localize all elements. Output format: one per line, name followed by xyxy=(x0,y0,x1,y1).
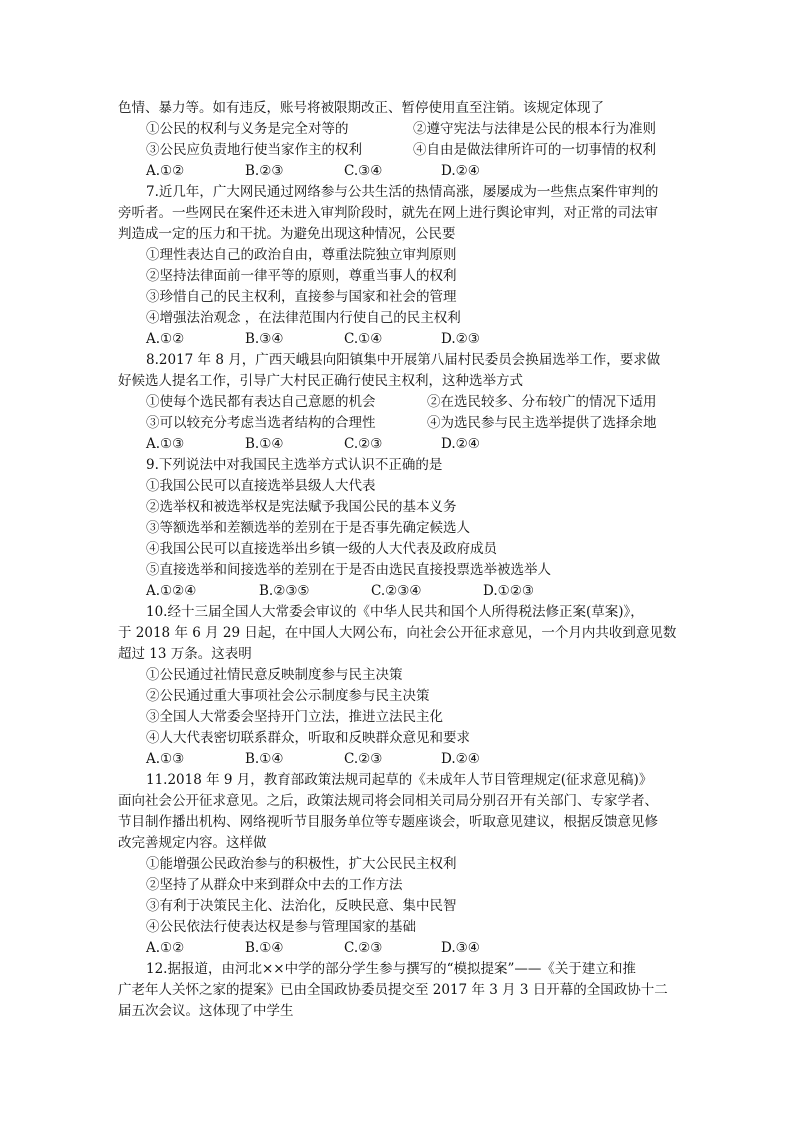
option-4: ④公民依法行使表达权是参与管理国家的基础 xyxy=(146,919,416,935)
choice-b: B.②③⑤ xyxy=(259,583,310,599)
question-9-stem: 9.下列说法中对我国民主选举方式认识不正确的是 xyxy=(146,457,443,473)
question-10-stem: 10.经十三届全国人大常委会审议的《中华人民共和国个人所得税法修正案(草案)》， xyxy=(146,604,644,620)
choice-a: A.①③ xyxy=(146,436,185,452)
choice-d: D.③④ xyxy=(441,940,480,956)
paragraph-line: 面向社会公开征求意见。之后，政策法规司将会同相关司局分别召开有关部门、专家学者、 xyxy=(118,793,658,809)
option-2: ②坚持法律面前一律平等的原则，尊重当事人的权利 xyxy=(146,268,457,284)
choice-d: D.②④ xyxy=(441,751,480,767)
option-1: ①公民通过社情民意反映制度参与民主决策 xyxy=(146,667,403,683)
choice-b: B.①④ xyxy=(245,940,284,956)
option-3: ③公民应负责地行使当家作主的权利 xyxy=(146,142,362,158)
choice-b: B.③④ xyxy=(245,331,284,347)
option-2: ②坚持了从群众中来到群众中去的工作方法 xyxy=(146,877,403,893)
choice-b: B.①④ xyxy=(245,436,284,452)
paragraph-line: 超过 13 万条。这表明 xyxy=(118,646,252,662)
choice-a: A.①② xyxy=(146,331,185,347)
paragraph-line: 届五次会议。这体现了中学生 xyxy=(118,1003,294,1019)
option-5: ⑤直接选举和间接选举的差别在于是否由选民直接投票选举被选举人 xyxy=(146,562,551,578)
paragraph-line: 判造成一定的压力和干扰。为避免出现这种情况，公民要 xyxy=(118,226,456,242)
option-2: ②遵守宪法与法律是公民的根本行为准则 xyxy=(413,121,656,137)
choice-d: D.②④ xyxy=(441,163,480,179)
choice-b: B.①④ xyxy=(245,751,284,767)
paragraph-line: 广老年人关怀之家的提案》已由全国政协委员提交至 2017 年 3 月 3 日开幕的全国政协十二 xyxy=(118,982,668,998)
option-4: ④为选民参与民主选举提供了选择余地 xyxy=(427,415,657,431)
choice-c: C.②③ xyxy=(344,751,383,767)
option-3: ③珍惜自己的民主权利，直接参与国家和社会的管理 xyxy=(146,289,457,305)
paragraph-line: 于 2018 年 6 月 29 日起，在中国人大网公布，向社会公开征求意见，一个月内共收到意见数 xyxy=(118,625,677,641)
option-4: ④自由是做法律所许可的一切事情的权利 xyxy=(413,142,656,158)
option-1: ①使每个选民都有表达自己意愿的机会 xyxy=(146,394,376,410)
option-3: ③有利于决策民主化、法治化，反映民意、集中民智 xyxy=(146,898,457,914)
option-4: ④增强法治观念 ，在法律范围内行使自己的民主权利 xyxy=(146,310,461,326)
option-1: ①能增强公民政治参与的积极性，扩大公民民主权利 xyxy=(146,856,457,872)
option-3: ③等额选举和差额选举的差别在于是否事先确定候选人 xyxy=(146,520,470,536)
choice-d: D.②④ xyxy=(441,436,480,452)
paragraph-line: 旁听者。一些网民在案件还未进入审判阶段时，就先在网上进行舆论审判，对正常的司法审 xyxy=(118,205,658,221)
option-4: ④人大代表密切联系群众，听取和反映群众意见和要求 xyxy=(146,730,470,746)
option-1: ①公民的权利与义务是完全对等的 xyxy=(146,121,349,137)
choice-c: C.②③ xyxy=(344,940,383,956)
option-3: ③可以较充分考虑当选者结构的合理性 xyxy=(146,415,376,431)
question-12-stem: 12.据报道，由河北××中学的部分学生参与撰写的“模拟提案”——《关于建立和推 xyxy=(146,961,636,977)
option-1: ①我国公民可以直接选举县级人大代表 xyxy=(146,478,376,494)
choice-a: A.①③ xyxy=(146,751,185,767)
choice-b: B.②③ xyxy=(245,163,284,179)
option-2: ②公民通过重大事项社会公示制度参与民主决策 xyxy=(146,688,430,704)
option-2: ②在选民较多、分布较广的情况下适用 xyxy=(427,394,657,410)
choice-d: D.①②③ xyxy=(483,583,534,599)
paragraph-line: 改完善规定内容。这样做 xyxy=(118,835,267,851)
choice-c: C.②③④ xyxy=(371,583,422,599)
choice-a: A.①② xyxy=(146,163,185,179)
paragraph-line: 色情、暴力等。如有违反，账号将被限期改正、暂停使用直至注销。该规定体现了 xyxy=(118,100,604,116)
choice-a: A.①② xyxy=(146,940,185,956)
question-8-stem: 8.2017 年 8 月，广西天峨县向阳镇集中开展第八届村民委员会换届选举工作，要求做 xyxy=(146,352,661,368)
choice-d: D.②③ xyxy=(441,331,480,347)
option-2: ②选举权和被选举权是宪法赋予我国公民的基本义务 xyxy=(146,499,457,515)
choice-a: A.①②④ xyxy=(146,583,197,599)
paragraph-line: 好候选人提名工作，引导广大村民正确行使民主权利，这种选举方式 xyxy=(118,373,523,389)
option-4: ④我国公民可以直接选举出乡镇一级的人大代表及政府成员 xyxy=(146,541,497,557)
choice-c: C.①④ xyxy=(344,331,383,347)
question-11-stem: 11.2018 年 9 月，教育部政策法规司起草的《未成年人节目管理规定(征求意见稿)》 xyxy=(146,772,653,788)
choice-c: C.③④ xyxy=(344,163,383,179)
option-1: ①理性表达自己的政治自由，尊重法院独立审判原则 xyxy=(146,247,457,263)
question-7-stem: 7.近几年，广大网民通过网络参与公共生活的热情高涨，屡屡成为一些焦点案件审判的 xyxy=(146,184,659,200)
choice-c: C.②③ xyxy=(344,436,383,452)
paragraph-line: 节目制作播出机构、网络视听节目服务单位等专题座谈会，听取意见建议，根据反馈意见修 xyxy=(118,814,658,830)
option-3: ③全国人大常委会坚持开门立法，推进立法民主化 xyxy=(146,709,443,725)
